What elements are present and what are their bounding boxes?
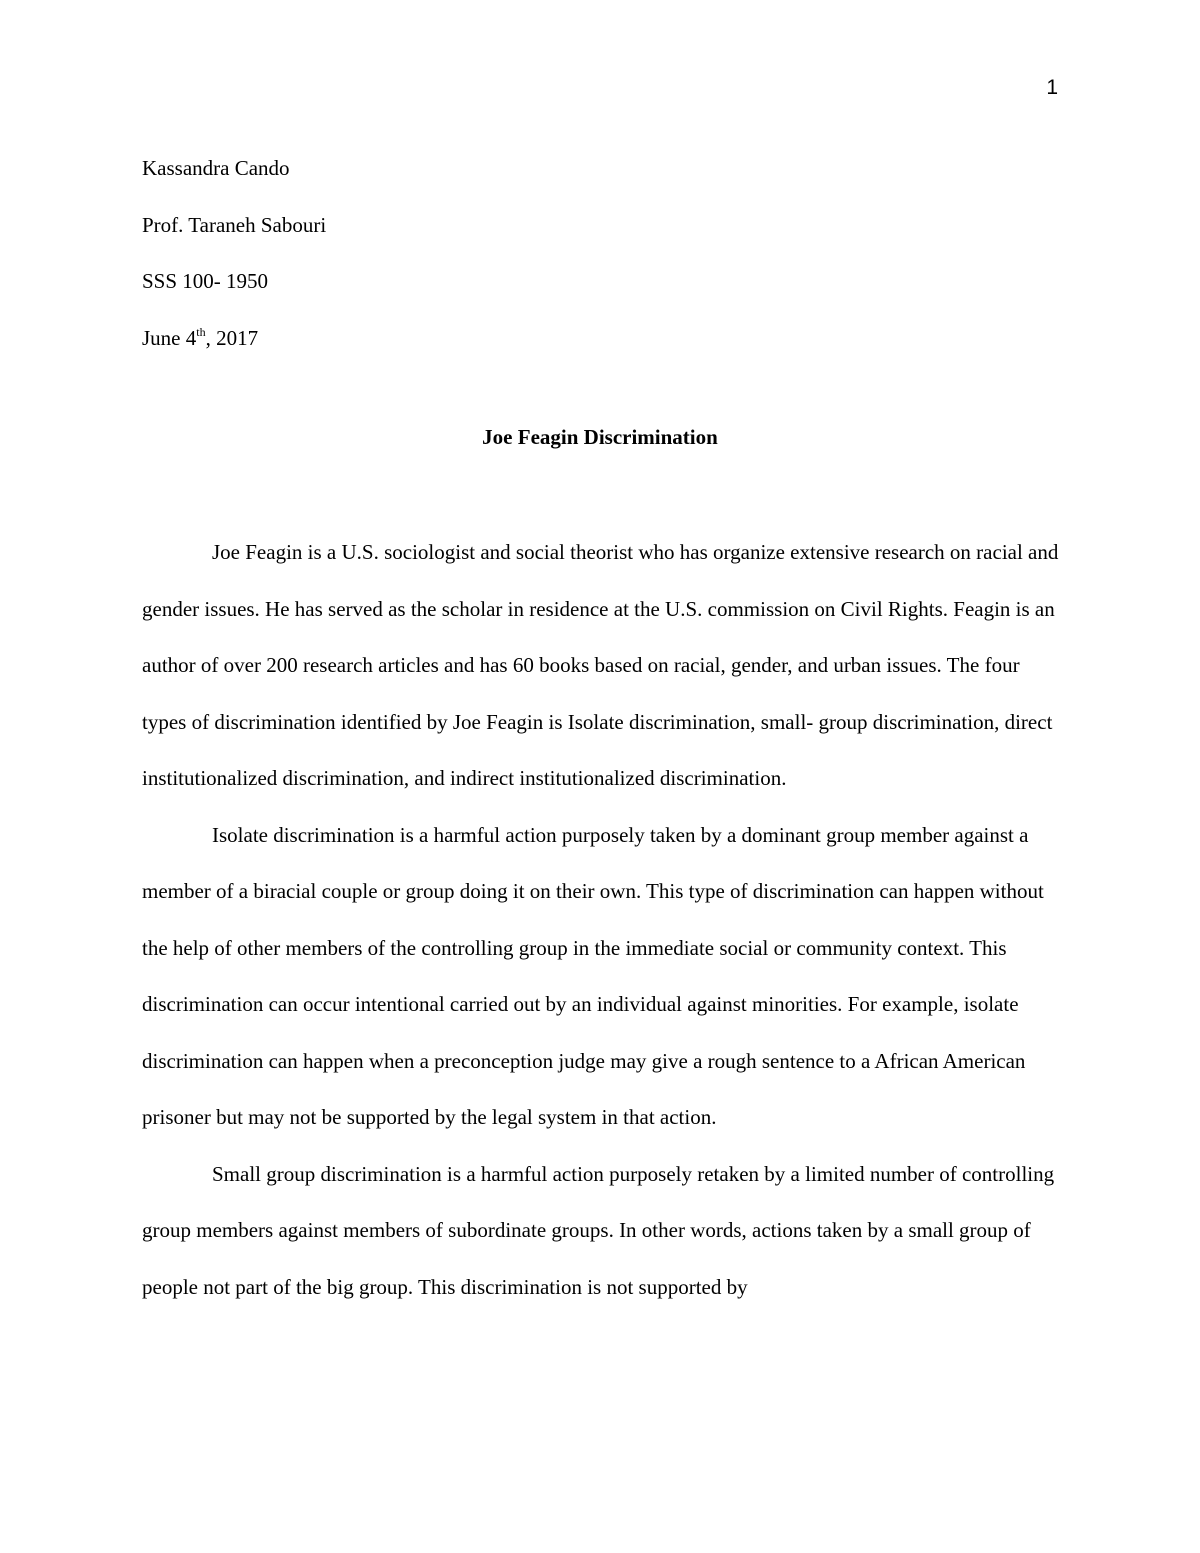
paragraph-small-group-discrimination: Small group discrimination is a harmful action purposely retaken by a limited number of controlling group members against members of subordinate groups. In other words, actions taken by a small group of people not part of the big group. This discrimination is not supported by — [142, 1161, 1055, 1299]
course-code: SSS 100- 1950 — [142, 269, 269, 293]
date-suffix: , 2017 — [205, 325, 259, 350]
student-heading-block — [142, 140, 1058, 366]
date-superscript: th — [196, 324, 206, 339]
essay-body — [142, 524, 1062, 1315]
submission-date — [142, 310, 1058, 367]
date-prefix: June 4 — [142, 325, 197, 350]
professor-name: Prof. Taraneh Sabouri — [142, 212, 327, 237]
paragraph-isolate-discrimination: Isolate discrimination is a harmful action purposely taken by a dominant group member against a member of a biracial couple or group doing it on their own. This type of discrimination can happen without the help of other members of the controlling group in the immediate social or community context. This discrimination can occur intentional carried out by an individual against minorities. For example, isolate discrimination can happen when a preconception judge may give a rough sentence to a African American prisoner but may not be supported by the legal system in that action. — [142, 822, 1044, 1129]
page-number: 1 — [1046, 76, 1058, 99]
paragraph-introduction: Joe Feagin is a U.S. sociologist and social theorist who has organize extensive research on racial and gender issues. He has served as the scholar in residence at the U.S. commission on Civil Rights. Feagin is an author of over 200 research articles and has 60 books based on racial, gender, and urban issues. The four types of discrimination identified by Joe Feagin is Isolate discrimination, small- group discrimination, direct institutionalized discrimination, and indirect institutionalized discrimination. — [142, 540, 1059, 790]
essay-title: Joe Feagin Discrimination — [482, 425, 718, 449]
author-name: Kassandra Cando — [142, 156, 290, 180]
